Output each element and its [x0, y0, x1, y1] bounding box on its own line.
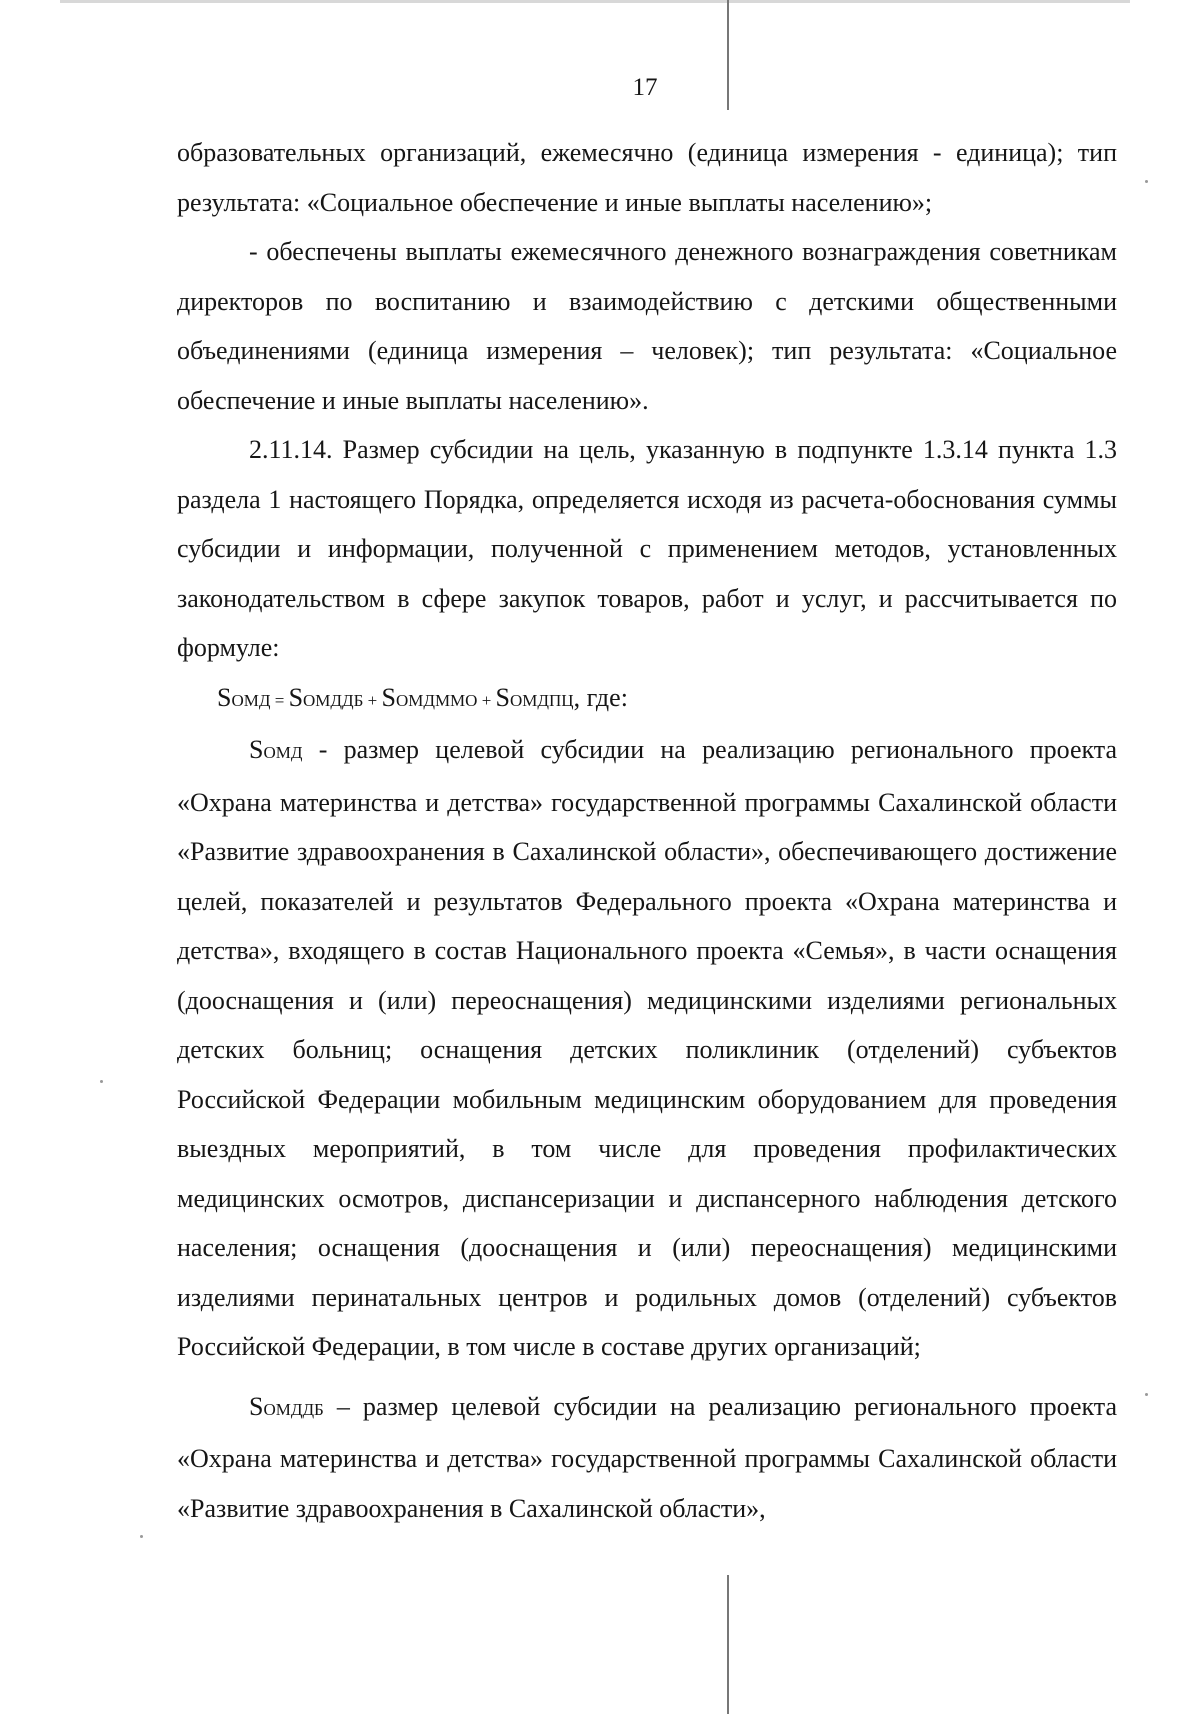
symbol: SОМДДБ — [249, 1391, 324, 1421]
paragraph: образовательных организаций, ежемесячно (единица измерения - единица); тип результата: «Социальное обеспечение и иные выплаты населению»; — [177, 138, 1117, 217]
scan-speck — [1145, 180, 1148, 183]
scan-speck — [140, 1535, 143, 1538]
symbol: SОМД — [249, 735, 303, 764]
document-body — [177, 128, 1117, 1533]
scan-top-border — [60, 0, 1130, 3]
page-number: 17 — [632, 74, 658, 101]
paragraph: - обеспечены выплаты ежемесячного денежного вознаграждения советникам директоров по воспитанию и взаимодействию с детскими общественными объединениями (единица измерения – человек); тип результата: «Социальное обеспечение и иные выплаты населению». — [177, 237, 1117, 415]
paragraph: 2.11.14. Размер субсидии на цель, указанную в подпункте 1.3.14 пункта 1.3 раздела 1 настоящего Порядка, определяется исходя из расчета-обоснования суммы субсидии и информации, полученной с применением методов, установленных законодательством в сфере закупок товаров, работ и услуг, и рассчитывается по формуле: — [177, 435, 1117, 662]
scan-fold-line — [727, 1575, 729, 1714]
formula: SОМД = SОМДДБ + SОМДММО + SОМДПЦ, где: — [217, 682, 628, 712]
definition-omddb: SОМДДБ – размер целевой субсидии на реализацию регионального проекта «Охрана материнства и детства» государственной программы Сахалинской области «Развитие здравоохранения в Сахалинской области», — [177, 1391, 1117, 1523]
scan-speck — [1145, 1393, 1148, 1396]
scan-speck — [100, 1080, 103, 1083]
definition-omd: SОМД - размер целевой субсидии на реализацию регионального проекта «Охрана материнства и детства» государственной программы Сахалинской области «Развитие здравоохранения в Сахалинской области», обеспечивающего достижение целей, показателей и результатов Федерального проекта «Охрана материнства и детства», входящего в состав Национального проекта «Семья», в части оснащения (дооснащения и (или) переоснащения) медицинскими изделиями региональных детских больниц; оснащения детских поликлиник (отделений) субъектов Российской Федерации мобильным медицинским оборудованием для проведения выездных мероприятий, в том числе для проведения профилактических медицинских осмотров, диспансеризации и диспансерного наблюдения детского населения; оснащения (дооснащения и (или) переоснащения) медицинскими изделиями перинатальных центров и родильных домов (отделений) субъектов Российской Федерации, в том числе в составе других организаций; — [177, 735, 1117, 1361]
